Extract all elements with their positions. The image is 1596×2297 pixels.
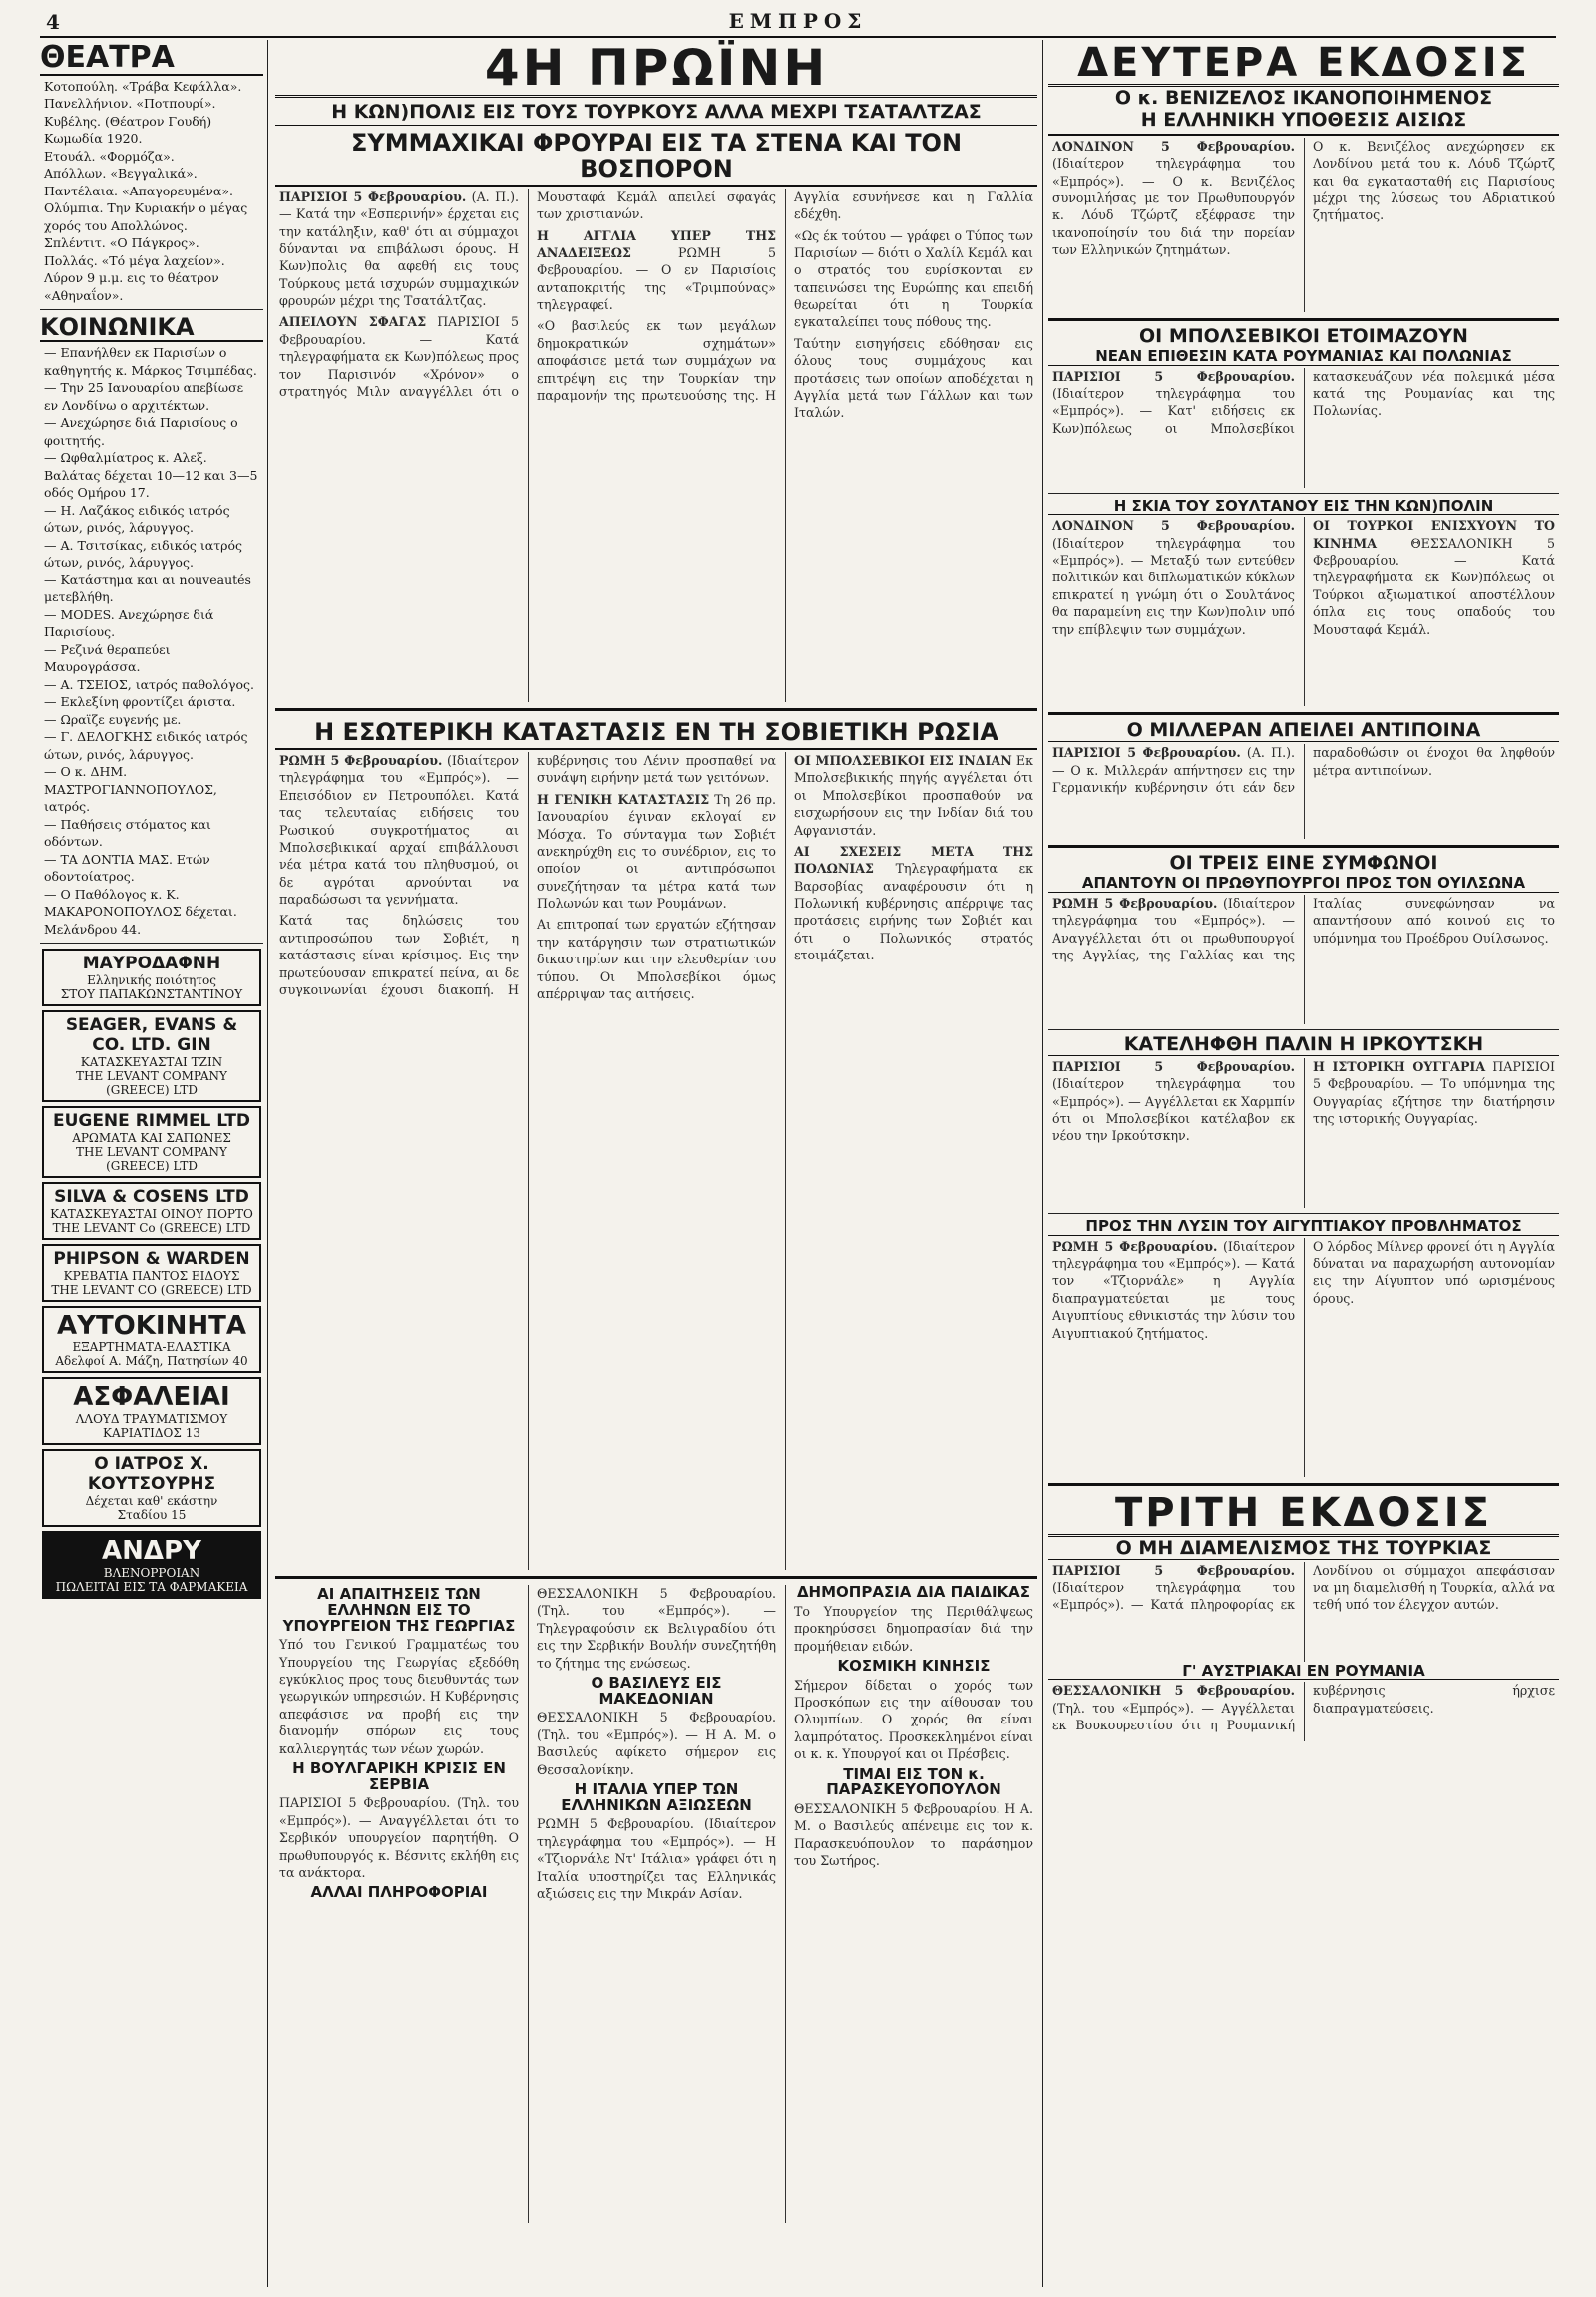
headline-romania: Γ' ΑΥΣΤΡΙΑΚΑΙ ΕΝ ΡΟΥΜΑΝΙΑ <box>1048 1664 1559 1681</box>
ad-line: Αδελφοί Α. Μάζη, Πατησίων 40 <box>55 1354 248 1369</box>
listing-line: — Ωφθαλμίατρος κ. Αλεξ. Βαλάτας δέχεται 10—12 και 3—5 οδός Ομήρου 17. <box>44 450 258 501</box>
listing-line: — MODES. Ανεχώρησε διά Παρισίους. <box>44 606 214 640</box>
sub-headline: ΑΛΛΑΙ ΠΛΗΡΟΦΟΡΙΑΙ <box>310 1883 488 1902</box>
article-body: (Α. Π.). — Κατά την «Εσπερινήν» έρχεται εις την κατάληξιν, καθ' ότι αι σύμμαχοι δύνανται να επιβάλωσι όρους. Η Κων)πολις θα αφεθή εις τους Τούρκους μετά ισχυρών συμμαχικών φρουρών μέχρι της Τσατάλτζας. <box>279 189 519 309</box>
ad-line: Σταδίου 15 <box>117 1508 187 1523</box>
social-notices <box>44 344 259 938</box>
listing-line: — Κατάστημα και αι nouveautés μετεβλήθη. <box>44 572 251 605</box>
listing-line: Σπλέντιτ. «Ο Πάγκρος». <box>44 235 200 250</box>
listing-line: Κοτοπούλη. «Τράβα Κεφάλλα». <box>44 78 242 94</box>
ad-line: ΚΡΕΒΑΤΙΑ ΠΑΝΤΟΣ ΕΙΔΟΥΣ <box>63 1269 240 1284</box>
article-dateline: ΠΑΡΙΣΙΟΙ 5 Φεβρουαρίου. <box>1052 368 1295 384</box>
headline-sultan: Η ΣΚΙΑ ΤΟΥ ΣΟΥΛΤΑΝΟΥ ΕΙΣ ΤΗΝ ΚΩΝ)ΠΟΛΙΝ <box>1048 499 1559 516</box>
article-body: Εκ Μπολσεβικικής πηγής αγγέλεται ότι οι Μπολσεβίκοι προσπαθούν να εισχωρήσουν εις την Ινδίαν διά του Αφγανιστάν. <box>794 753 1033 838</box>
article-dateline: ΠΑΡΙΣΙΟΙ 5 Φεβρουαρίου. <box>1052 1058 1295 1074</box>
sub-headline: Η ΒΟΥΛΓΑΡΙΚΗ ΚΡΙΣΙΣ ΕΝ ΣΕΡΒΙΑ <box>292 1758 506 1793</box>
article-paragraph: ΠΑΡΙΣΙΟΙ 5 Φεβρουαρίου. (Τηλ. του «Εμπρός»). — Αναγγέλλεται ότι το Σερβικόν υπουργείον παρητήθη. Ο πρωθυπουργός κ. Βέσνιτς εκλήθη εις τα ανάκτορα. <box>279 1795 519 1880</box>
ad-line: THE LEVANT CO (GREECE) LTD <box>51 1283 252 1298</box>
article-paragraph <box>1052 138 1295 259</box>
sub-headline: ΤΙΜΑΙ ΕΙΣ ΤΟΝ κ. ΠΑΡΑΣΚΕΥΟΠΟΥΛΟΝ <box>826 1764 1001 1799</box>
listing-line: Απόλλων. «Βεγγαλικά». <box>44 166 198 181</box>
article-turkey <box>1048 1562 1559 1662</box>
article-dateline: ΡΩΜΗ 5 Φεβρουαρίου. <box>1052 1238 1218 1254</box>
ad-title: Ο ΙΑΤΡΟΣ Χ. ΚΟΥΤΣΟΥΡΗΣ <box>87 1454 216 1495</box>
listing-line: — Α. Τσιτσίκας, ειδικός ιατρός ώτων, ρινός, λάρυγγος. <box>44 537 243 571</box>
article-paragraph <box>794 752 1033 839</box>
headline-venizelos: Ο κ. ΒΕΝΙΖΕΛΟΣ ΙΚΑΝΟΠΟΙΗΜΕΝΟΣ <box>1114 87 1493 109</box>
listing-line: — ΤΑ ΔΟΝΤΙΑ ΜΑΣ. Ετών οδοντοίατρος. <box>44 851 210 885</box>
article-egypt <box>1048 1238 1559 1477</box>
article-dateline: ΑΠΕΙΛΟΥΝ ΣΦΑΓΑΣ <box>279 314 427 330</box>
listing-line: — Η. Λαζάκος ειδικός ιατρός ώτων, ρινός, λάρυγγος. <box>44 502 230 536</box>
article-paragraph <box>1052 1562 1555 1616</box>
listing-line: Παντέλαια. «Απαγορευμένα». <box>44 183 233 198</box>
article-paragraph <box>537 227 776 314</box>
sub-headline: ΑΙ ΑΠΑΙΤΗΣΕΙΣ ΤΩΝ ΕΛΛΗΝΩΝ ΕΙΣ ΤΟ ΥΠΟΥΡΓΕΙΟΝ ΤΗΣ ΓΕΩΡΓΙΑΣ <box>282 1585 516 1635</box>
ad-title: SILVA & COSENS LTD <box>54 1187 249 1208</box>
page-number: 4 <box>46 10 60 34</box>
center-section <box>275 40 1037 2284</box>
article-dateline: ΘΕΣΣΑΛΟΝΙΚΗ 5 Φεβρουαρίου. <box>1052 1683 1295 1699</box>
article-sultan <box>1048 517 1559 706</box>
sub-headline: Ο ΒΑΣΙΛΕΥΣ ΕΙΣ ΜΑΚΕΔΟΝΙΑΝ <box>591 1673 722 1708</box>
listing-line: — Ο κ. ΔΗΜ. ΜΑΣΤΡΟΓΙΑΝΝΟΠΟΥΛΟΣ, ιατρός. <box>44 764 217 815</box>
article-paragraph <box>279 752 519 908</box>
advertisement-box <box>42 1244 261 1302</box>
listing-line: Ετουάλ. «Φορμόζα». <box>44 148 175 164</box>
article-dateline: ΟΙ ΜΠΟΛΣΕΒΙΚΟΙ ΕΙΣ ΙΝΔΙΑΝ <box>794 753 1012 768</box>
article-paragraph <box>537 916 776 1002</box>
ad-line: Ελληνικής ποιότητος <box>87 973 216 988</box>
social-heading: ΚΟΙΝΩΝΙΚΑ <box>40 315 263 342</box>
advertisement-box <box>42 1531 261 1599</box>
article-paragraph <box>1313 517 1555 638</box>
article-paragraph: ΡΩΜΗ 5 Φεβρουαρίου. (Ιδιαίτερον τηλεγράφημα του «Εμπρός»). — Η «Τζιορνάλε Ντ' Ιτάλια» γράφει ότι η Ιταλία υποστηρίζει τας Ελληνικάς αξιώσεις εις την Μικράν Ασίαν. <box>537 1816 776 1901</box>
article-constantinople <box>275 189 1037 702</box>
article-dateline: ΠΑΡΙΣΙΟΙ 5 Φεβρουαρίου. <box>1052 1562 1295 1578</box>
theatres-listings <box>44 78 259 305</box>
advertisement-box <box>42 1010 261 1102</box>
article-dateline: ΡΩΜΗ 5 Φεβρουαρίου. <box>279 753 443 768</box>
article-body: Ταύτην εισηγήσεις εδόθησαν εις όλους τους συμμάχους και προτάσεις των οποίων αποδέχεται η Αγγλία μετά των Γάλλων και των Ιταλών. <box>794 335 1033 421</box>
paper-name: ΕΜΠΡΟΣ <box>728 9 868 33</box>
ad-line: ΛΛΟΥΔ ΤΡΑΥΜΑΤΙΣΜΟΥ <box>75 1412 228 1427</box>
article-paragraph <box>794 843 1033 964</box>
article-body: Τηλεγραφήματα εκ Βαρσοβίας αναφέρουσιν ότι η Πολωνική κυβέρνησις απέρριψε τας προτάσεις ειρήνης των Σοβιέτ και ότι ο Πολωνικός στρατός ετοιμάζεται. <box>794 861 1033 963</box>
theatres-heading: ΘΕΑΤΡΑ <box>40 42 263 76</box>
sub-headline: ΚΟΣΜΙΚΗ ΚΙΝΗΣΙΣ <box>837 1656 991 1675</box>
article-venizelos <box>1048 138 1559 312</box>
listing-line: — Ανεχώρησε διά Παρισίους ο φοιτητής. <box>44 415 238 448</box>
headline-turkey: Ο ΜΗ ΔΙΑΜΕΛΙΣΜΟΣ ΤΗΣ ΤΟΥΡΚΙΑΣ <box>1048 1539 1559 1560</box>
listing-line: — Ωραϊζε ευγενής με. <box>44 711 182 727</box>
ad-line: THE LEVANT COMPANY (GREECE) LTD <box>76 1145 227 1174</box>
article-paragraph: ΘΕΣΣΑΛΟΝΙΚΗ 5 Φεβρουαρίου. Η Α. Μ. ο Βασιλεύς απένειμε εις τον κ. Παρασκευόπουλον το παράσημον του Σωτήρος. <box>794 1801 1033 1869</box>
article-paragraph <box>1052 744 1555 796</box>
article-paragraph <box>794 227 1033 331</box>
article-body: (Τηλ. του «Εμπρός»). — Αγγέλλεται εκ Βουκουρεστίου ότι η Ρουμανική κυβέρνησις ήρχισε διαπραγματεύσεις. <box>1052 1683 1555 1733</box>
ad-line: Δέχεται καθ' εκάστην <box>85 1494 218 1509</box>
listing-line: Κυβέλης. (Θέατρον Γουδή) Κωμωδία 1920. <box>44 113 212 146</box>
sub-headline: Η ΙΤΑΛΙΑ ΥΠΕΡ ΤΩΝ ΕΛΛΗΝΙΚΩΝ ΑΞΙΩΣΕΩΝ <box>561 1779 752 1814</box>
article-paragraph <box>1052 1682 1555 1733</box>
advertisement-box <box>42 949 261 1006</box>
article-bolsheviks <box>1048 368 1559 488</box>
listing-line: — Την 25 Ιανουαρίου απεβίωσε εν Λονδίνω ο αρχιτέκτων. <box>44 380 244 413</box>
ad-title: EUGENE RIMMEL LTD <box>52 1111 251 1132</box>
ad-line: ΚΑΤΑΣΚΕΥΑΣΤΑΙ ΟΙΝΟΥ ΠΟΡΤΟ <box>50 1207 253 1222</box>
ad-line: ΠΩΛΕΙΤΑΙ ΕΙΣ ΤΑ ΦΑΡΜΑΚΕΙΑ <box>55 1580 248 1595</box>
article-dateline: Η ΑΓΓΛΙΑ ΥΠΕΡ ΤΗΣ ΑΝΑΔΕΙΞΕΩΣ <box>537 227 776 260</box>
listing-line: — Παθήσεις στόματος και οδόντων. <box>44 816 211 850</box>
headline-millerand: Ο ΜΙΛΛΕΡΑΝ ΑΠΕΙΛΕΙ ΑΝΤΙΠΟΙΝΑ <box>1048 721 1559 742</box>
article-body: (Ιδιαίτερον τηλεγράφημα του «Εμπρός»). — Επεισόδιον εν Πετρουπόλει. Κατά τας τελευταίας ειδήσεις του Ρωσικού συγκροτήματος αι Μπολσεβικικαί αρχαί επιβάλλουσι νέα μέτρα κατά του πληθυσμού, οι δε αγρόται αρνούνται να παραδώσωσι τα γεννήματα. <box>279 753 519 907</box>
listing-line: — Επανήλθεν εκ Παρισίων ο καθηγητής κ. Μάρκος Τσιμπέδας. <box>44 345 257 378</box>
article-body: (Ιδιαίτερον τηλεγράφημα του «Εμπρός»). — Μεταξύ των εντεύθεν πολιτικών και διπλωματικών κύκλων επικρατεί η γνώμη ότι ο Σουλτάνος θα παραμείνη εις την Κων)πολιν υπό την επίβλεψιν των συμμάχων. <box>1052 535 1295 637</box>
ad-line: ΚΑΡΙΑΤΙΔΟΣ 13 <box>103 1426 200 1441</box>
advertisement-box <box>42 1106 261 1178</box>
article-dateline: Η ΙΣΤΟΡΙΚΗ ΟΥΓΓΑΡΙΑ <box>1313 1058 1486 1074</box>
listing-line: Πανελλήνιον. «Ποτπουρί». <box>44 96 216 111</box>
article-soviet-russia <box>275 752 1037 1570</box>
bottom-news-columns <box>275 1585 1037 2223</box>
edition-banner: 4Η ΠΡΩΪΝΗ <box>275 42 1037 98</box>
article-body: (Ιδιαίτερον τηλεγράφημα του «Εμπρός»). — Κατά τον «Τζιορνάλε» η Αγγλία διαπραγματεύεται με τους Αιγυπτίους εθνικιστάς την λύσιν του Αιγυπτιακού ζητήματος. <box>1052 1238 1295 1340</box>
article-dateline: ΠΑΡΙΣΙΟΙ 5 Φεβρουαρίου. <box>279 189 467 204</box>
listing-line: — Ο Παθόλογος κ. Κ. ΜΑΚΑΡΟΝΟΠΟΥΛΟΣ δέχεται. <box>44 886 237 920</box>
article-paragraph: ΘΕΣΣΑΛΟΝΙΚΗ 5 Φεβρουαρίου. (Τηλ. του «Εμπρός»). — Τηλεγραφούσιν εκ Βελιγραδίου ότι εις την Σερβικήν Βουλήν συνεζητήθη το ζήτημα της ενώσεως. <box>537 1586 776 1671</box>
article-body: (Ιδιαίτερον τηλεγράφημα του «Εμπρός»). — Αγγέλλεται εκ Χαρμπίν ότι οι Μπολσεβίκοι κατέλαβον εκ νέου την Ιρκούτσκην. <box>1052 1076 1295 1144</box>
article-body: (Ιδιαίτερον τηλεγράφημα του «Εμπρός»). — Κατά πληροφορίας εκ Λονδίνου οι σύμμαχοι απεφάσισαν να μη διαμελισθή η Τουρκία, αλλά να τεθή υπό τον έλεγχον αυτών. <box>1052 1562 1555 1613</box>
headline-three-agree: ΟΙ ΤΡΕΙΣ ΕΙΝΕ ΣΥΜΦΩΝΟΙ <box>1169 852 1438 875</box>
article-premiers <box>1048 895 1559 1024</box>
article-body: «Ο βασιλεύς εκ των μεγάλων δημοκρατικών σχημάτων» αποφάσισε μετά των συμμάχων να επιτρέψη εις την Τουρκίαν την παραμονήν της πρωτευούσης της. Η Αγγλία εσυνήνεσε και η Γαλλία εδέχθη. <box>537 189 1033 403</box>
article-paragraph <box>1052 517 1295 638</box>
article-paragraph <box>1313 1058 1555 1128</box>
article-paragraph: Το Υπουργείον της Περιθάλψεως προκηρύσσει δημοπρασίαν διά την προμήθειαν ειδών. <box>794 1603 1033 1654</box>
third-edition-banner: ΤΡΙΤΗ ΕΚΔΟΣΙΣ <box>1048 1492 1559 1537</box>
masthead <box>40 8 1556 38</box>
advertisement-box <box>42 1306 261 1373</box>
article-romania <box>1048 1682 1559 1741</box>
article-paragraph: Σήμερον δίδεται ο χορός των Προσκόπων εις την αίθουσαν του Ολυμπίων. Ο χορός θα είναι λαμπρότατος. Προσκεκλημένοι είναι οι κ. κ. Υπουργοί και οι Πρέσβεις. <box>794 1677 1033 1762</box>
article-paragraph <box>1052 895 1555 964</box>
article-paragraph <box>1313 1238 1555 1308</box>
article-dateline: Η ΓΕΝΙΚΗ ΚΑΤΑΣΤΑΣΙΣ <box>537 791 710 807</box>
article-dateline: ΛΟΝΔΙΝΟΝ 5 Φεβρουαρίου. <box>1052 138 1295 154</box>
headline-premiers-reply: ΑΠΑΝΤΟΥΝ ΟΙ ΠΡΩΘΥΠΟΥΡΓΟΙ ΠΡΟΣ ΤΟΝ ΟΥΙΛΣΩΝΑ <box>1048 876 1559 893</box>
article-dateline: ΟΙ ΤΟΥΡΚΟΙ ΕΝΙΣΧΥΟΥΝ ΤΟ ΚΙΝΗΜΑ <box>1313 518 1555 551</box>
article-body: ΠΑΡΙΣΙΟΙ 5 Φεβρουαρίου. — Το υπόμνημα της Ουγγαρίας εζήτησε την διατήρησιν της ιστορικής Ουγγαρίας. <box>1313 1058 1555 1126</box>
ad-title: SEAGER, EVANS & CO. LTD. GIN <box>65 1015 238 1056</box>
listing-line: — Γ. ΔΕΛΟΓΚΗΣ ειδικός ιατρός ώτων, ρινός, λάρυγγος. <box>44 729 248 762</box>
right-section <box>1048 40 1559 2284</box>
listing-line: Λύρον 9 μ.μ. εις το θέατρον «Αθηναΐον». <box>44 270 219 303</box>
headline-egypt: ΠΡΟΣ ΤΗΝ ΛΥΣΙΝ ΤΟΥ ΑΙΓΥΠΤΙΑΚΟΥ ΠΡΟΒΛΗΜΑΤΟΣ <box>1048 1219 1559 1236</box>
article-body: ΠΑΡΙΣΙΟΙ 5 Φεβρουαρίου. — Κατά τηλεγραφήματα εκ Κων)πόλεως προς τον Παρισινόν «Χρόνον» ο στρατηγός Μιλν αναγγέλλει ότι ο Μουσταφά Κεμάλ απειλεί σφαγάς των χριστιανών. <box>279 189 776 399</box>
article-body: Ο λόρδος Μίλνερ φρονεί ότι η Αγγλία δύναται να παραχωρήση αυτονομίαν εις την Αίγυπτον υπό ωρισμένους όρους. <box>1313 1238 1555 1306</box>
article-paragraph <box>794 335 1033 422</box>
article-body: ΡΩΜΗ 5 Φεβρουαρίου. — Ο εν Παρισίοις ανταποκριτής της «Τριμπούνας» τηλεγραφεί. <box>537 244 776 313</box>
ad-line: ΣΤΟΥ ΠΑΠΑΚΩΝΣΤΑΝΤΙΝΟΥ <box>60 987 243 1002</box>
article-dateline: ΡΩΜΗ 5 Φεβρουαρίου. <box>1052 895 1218 911</box>
headline-new-attack: ΝΕΑΝ ΕΠΙΘΕΣΙΝ ΚΑΤΑ ΡΟΥΜΑΝΙΑΣ ΚΑΙ ΠΟΛΩΝΙΑΣ <box>1048 349 1559 366</box>
headline-greek-affair: Η ΕΛΛΗΝΙΚΗ ΥΠΟΘΕΣΙΣ ΑΙΣΙΩΣ <box>1048 111 1559 136</box>
article-body: Αι επιτροπαί των εργατών εζήτησαν την κατάργησιν των στρατιωτικών δικαστηρίων και την ελευθερίαν του τύπου. Οι Μπολσεβίκοι όμως απέρριψαν τας αιτήσεις. <box>537 917 776 1001</box>
headline-constantinople: Η ΚΩΝ)ΠΟΛΙΣ ΕΙΣ ΤΟΥΣ ΤΟΥΡΚΟΥΣ ΑΛΛΑ ΜΕΧΡΙ ΤΣΑΤΑΛΤΖΑΣ <box>275 100 1037 127</box>
ad-title: ΜΑΥΡΟΔΑΦΝΗ <box>82 954 221 974</box>
listing-line: — Ρεζινά θεραπεύει Μαυρογράσσα. <box>44 641 171 675</box>
ad-title: ΑΥΤΟΚΙΝΗΤΑ <box>57 1311 246 1341</box>
article-paragraph <box>279 189 519 310</box>
article-body: (Α. Π.). — Ο κ. Μιλλεράν απήντησεν εις την Γερμανικήν κυβέρνησιν ότι εάν δεν παραδοθώσιν οι ένοχοι θα ληφθούν μέτρα αντιποίνων. <box>1052 745 1555 795</box>
article-body: Ο κ. Βενιζέλος ανεχώρησεν εκ Λονδίνου μετά του κ. Λόυδ Τζώρτζ και θα εγκατασταθή εις Παρισίους μέχρι της λύσεως του Αδριατικού ζητήματος. <box>1313 138 1555 223</box>
article-body: (Ιδιαίτερον τηλεγράφημα του «Εμπρός»). — Κατ' ειδήσεις εκ Κων)πόλεως οι Μπολσεβίκοι κατασκευάζουν νέα πολεμικά μέσα κατά της Ρουμανίας και της Πολωνίας. <box>1052 368 1555 436</box>
column-rule <box>267 40 268 2287</box>
article-dateline: ΑΙ ΣΧΕΣΕΙΣ ΜΕΤΑ ΤΗΣ ΠΟΛΩΝΙΑΣ <box>794 843 1033 877</box>
article-body: Τη 26 πρ. Ιανουαρίου έγιναν εκλογαί εν Μόσχα. Το σύνταγμα των Σοβιέτ ανεκηρύχθη εις το συνέδριον, εις το οποίον οι αντιπρόσωποι συνεζήτησαν τα μέτρα κατά των Πολωνών και των Ρουμάνων. <box>537 791 776 911</box>
article-body: «Ως έκ τούτου — γράφει ο Τύπος των Παρισίων — διότι ο Χαλίλ Κεμάλ και ο στρατός του ευρίσκονται εν ταπεινώσει της Ευρώπης και επειδή θεωρείται ότι η Τουρκία εγκαταλείπει τους πόθους της. <box>794 227 1033 330</box>
article-paragraph <box>1052 1238 1295 1341</box>
ad-line: ΚΑΤΑΣΚΕΥΑΣΤΑΙ ΤΖΙΝ <box>80 1055 223 1070</box>
article-body: (Ιδιαίτερον τηλεγράφημα του «Εμπρός»). — Ο κ. Βενιζέλος συνομιλήσας με τον Πρωθυπουργόν κ. Λόυδ Τζώρτζ εξέφρασε την ικανοποίησίν του διά την πορείαν των Ελληνικών ζητημάτων. <box>1052 156 1295 258</box>
advertisement-box <box>42 1377 261 1445</box>
listing-line: Πολλάς. «Τό μέγα λαχείον». <box>44 252 225 268</box>
advertisements <box>40 949 263 1599</box>
article-dateline: ΠΑΡΙΣΙΟΙ 5 Φεβρουαρίου. <box>1052 745 1241 761</box>
article-paragraph <box>537 791 776 913</box>
ad-line: ΑΡΩΜΑΤΑ ΚΑΙ ΣΑΠΩΝΕΣ <box>72 1131 231 1146</box>
article-millerand <box>1048 744 1559 839</box>
article-body: Κατά τας δηλώσεις του αντιπροσώπου των Σοβιέτ, η κατάστασις είναι κρίσιμος. Εις την πρωτεύουσαν επικρατεί πείνα, αι δε συγκοινωνίαι έχουσι διακοπή. Η κυβέρνησις του Λένιν προσπαθεί να συνάψη ειρήνην μετά των γειτόνων. <box>279 753 776 997</box>
article-dateline: ΛΟΝΔΙΝΟΝ 5 Φεβρουαρίου. <box>1052 518 1295 534</box>
listing-line: Μελάνδρου 44. <box>44 921 142 937</box>
advertisement-box <box>42 1182 261 1240</box>
second-edition-banner: ΔΕΥΤΕΡΑ ΕΚΔΟΣΙΣ <box>1048 42 1559 87</box>
column-rule <box>1042 40 1043 2287</box>
sub-headline: ΔΗΜΟΠΡΑΣΙΑ ΔΙΑ ΠΑΙΔΙΚΑΣ <box>796 1585 1031 1601</box>
listing-line: Ολύμπια. Την Κυριακήν ο μέγας χορός του Απολλώνος. <box>44 200 248 233</box>
ad-line: ΕΞΑΡΤΗΜΑΤΑ-ΕΛΑΣΤΙΚΑ <box>72 1340 231 1355</box>
headline-soviet-russia: Η ΕΣΩΤΕΡΙΚΗ ΚΑΤΑΣΤΑΣΙΣ ΕΝ ΤΗ ΣΟΒΙΕΤΙΚΗ ΡΩΣΙΑ <box>275 717 1037 750</box>
listing-line: — Α. ΤΣΕΙΟΣ, ιατρός παθολόγος. <box>44 676 254 692</box>
article-body: ΘΕΣΣΑΛΟΝΙΚΗ 5 Φεβρουαρίου. — Κατά τηλεγραφήματα εκ Κων)πόλεως οι Τούρκοι αξιωματικοί αποστέλλουν όπλα εις τους οπαδούς του Μουσταφά Κεμάλ. <box>1313 535 1555 637</box>
article-paragraph: ΘΕΣΣΑΛΟΝΙΚΗ 5 Φεβρουαρίου. (Τηλ. του «Εμπρός»). — Η Α. Μ. ο Βασιλεύς αφίκετο σήμερον εις Θεσσαλονίκην. <box>537 1710 776 1777</box>
article-paragraph <box>1052 368 1555 438</box>
ad-title: ΑΝΔΡΥ <box>102 1536 201 1567</box>
headline-bolsheviks: ΟΙ ΜΠΟΛΣΕΒΙΚΟΙ ΕΤΟΙΜΑΖΟΥΝ <box>1139 324 1468 347</box>
ad-title: ΑΣΦΑΛΕΙΑΙ <box>73 1382 230 1413</box>
article-irkutsk <box>1048 1058 1559 1208</box>
article-paragraph <box>1313 138 1555 224</box>
article-body: (Ιδιαίτερον τηλεγράφημα του «Εμπρός»). — Αναγγέλλεται ότι οι πρωθυπουργοί της Αγγλίας, της Γαλλίας και της Ιταλίας συνεφώνησαν να απαντήσουν από κοινού εις το υπόμνημα του Προέδρου Ουίλσωνος. <box>1052 895 1555 963</box>
left-column <box>40 40 263 2284</box>
ad-title: PHIPSON & WARDEN <box>53 1249 250 1270</box>
ad-line: THE LEVANT COMPANY (GREECE) LTD <box>76 1069 227 1098</box>
headline-garrisons: ΣΥΜΜΑΧΙΚΑΙ ΦΡΟΥΡΑΙ ΕΙΣ ΤΑ ΣΤΕΝΑ ΚΑΙ ΤΟΝ ΒΟΣΠΟΡΟΝ <box>275 128 1037 186</box>
headline-irkutsk: ΚΑΤΕΛΗΦΘΗ ΠΑΛΙΝ Η ΙΡΚΟΥΤΣΚΗ <box>1048 1035 1559 1056</box>
article-paragraph: Υπό του Γενικού Γραμματέως του Υπουργείου της Γεωργίας εξεδόθη εγκύκλιος προς τους διευθυντάς των γεωργικών υπηρεσιών. Η Κυβέρνησις απεφάσισε να προβή εις την διανομήν σπόρων εις τους καλλιεργητάς των νέων χωρών. <box>279 1637 519 1756</box>
article-paragraph <box>1052 1058 1295 1145</box>
listing-line: — Εκλεξίνη φροντίζει άριστα. <box>44 694 236 710</box>
advertisement-box <box>42 1449 261 1527</box>
ad-line: ΒΛΕΝΟΡΡΟΙΑΝ <box>103 1566 200 1581</box>
ad-line: THE LEVANT Co (GREECE) LTD <box>52 1221 251 1236</box>
